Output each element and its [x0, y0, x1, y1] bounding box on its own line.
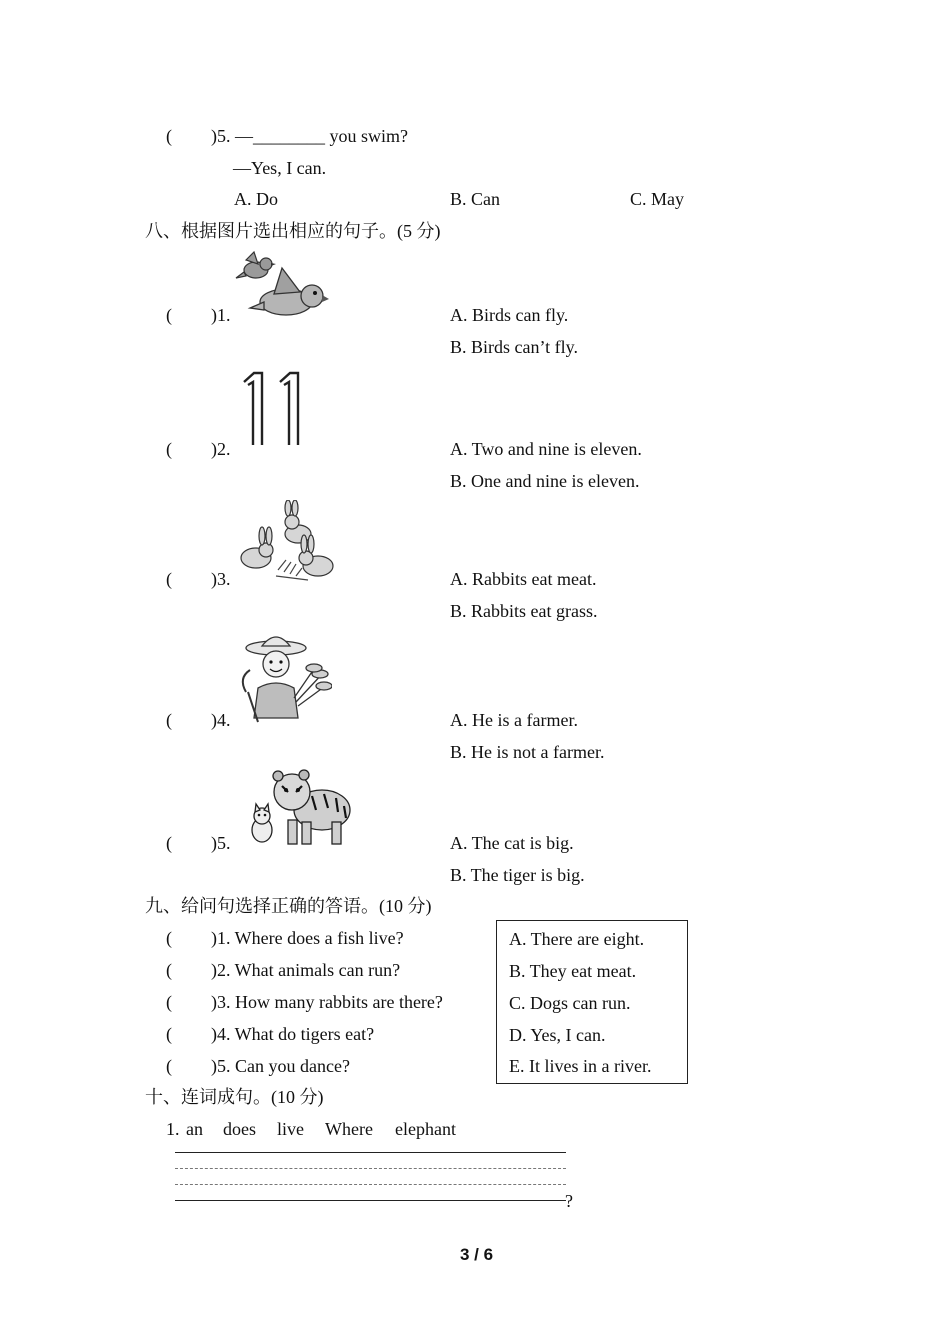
question-3: )3. How many rabbits are there? [211, 992, 443, 1012]
item-number: )1. [211, 305, 231, 325]
answer-paren-open[interactable]: ( [166, 710, 172, 730]
word-1: an [186, 1119, 203, 1139]
item-number: )3. [211, 569, 231, 589]
option-a: A. Do [234, 189, 278, 209]
answer-c: C. Dogs can run. [509, 993, 631, 1013]
answer-b: B. They eat meat. [509, 961, 637, 981]
question-2: )2. What animals can run? [211, 960, 401, 980]
answer-a: A. There are eight. [509, 929, 645, 949]
option-b: B. He is not a farmer. [450, 742, 605, 762]
item-number: )4. [211, 710, 231, 730]
item-number: )2. [211, 439, 231, 459]
writing-line-top[interactable] [175, 1152, 566, 1153]
option-c: C. May [630, 189, 684, 209]
farmer-picture [236, 632, 332, 724]
question-stem: )5. —________ you swim? [211, 126, 408, 146]
word-2: does [223, 1119, 256, 1139]
rabbits-picture [236, 500, 338, 584]
answer-d: D. Yes, I can. [509, 1025, 606, 1045]
question-5: )5. Can you dance? [211, 1056, 350, 1076]
tiger-and-cat-picture [240, 766, 356, 848]
section-10-title: 十、连词成句。(10 分) [145, 1087, 324, 1107]
option-a: A. Birds can fly. [450, 305, 569, 325]
writing-line-baseline[interactable] [175, 1200, 566, 1201]
answer-paren-open[interactable]: ( [166, 833, 172, 853]
section-9-title: 九、给问句选择正确的答语。(10 分) [145, 896, 432, 916]
option-b: B. One and nine is eleven. [450, 471, 640, 491]
answer-paren-open[interactable]: ( [166, 439, 172, 459]
word-3: live [277, 1119, 304, 1139]
answer-paren-open[interactable]: ( [166, 569, 172, 589]
answer-paren-open[interactable]: ( [166, 928, 172, 948]
answer-e: E. It lives in a river. [509, 1056, 652, 1076]
question-1: )1. Where does a fish live? [211, 928, 404, 948]
option-b: B. Rabbits eat grass. [450, 601, 598, 621]
option-a: A. Rabbits eat meat. [450, 569, 597, 589]
word-4: Where [325, 1119, 373, 1139]
question-4: )4. What do tigers eat? [211, 1024, 375, 1044]
birds-picture [234, 250, 330, 324]
option-a: A. He is a farmer. [450, 710, 578, 730]
answer-paren-open[interactable]: ( [166, 960, 172, 980]
end-question-mark: ? [565, 1191, 573, 1211]
question-reply: —Yes, I can. [233, 158, 327, 178]
answer-paren-open[interactable]: ( [166, 126, 172, 146]
option-b: B. Can [450, 189, 501, 209]
writing-line-dashed-lower[interactable] [175, 1184, 566, 1185]
item-number: )5. [211, 833, 231, 853]
section-8-title: 八、根据图片选出相应的句子。(5 分) [145, 221, 441, 241]
item-number: 1. [166, 1119, 180, 1139]
option-b: B. Birds can’t fly. [450, 337, 578, 357]
word-5: elephant [395, 1119, 456, 1139]
option-b: B. The tiger is big. [450, 865, 585, 885]
page-number: 3 / 6 [460, 1245, 494, 1264]
number-eleven-picture [240, 370, 315, 448]
option-a: A. Two and nine is eleven. [450, 439, 642, 459]
answer-paren-open[interactable]: ( [166, 1056, 172, 1076]
answer-paren-open[interactable]: ( [166, 305, 172, 325]
answer-paren-open[interactable]: ( [166, 1024, 172, 1044]
answer-paren-open[interactable]: ( [166, 992, 172, 1012]
writing-line-dashed-upper[interactable] [175, 1168, 566, 1169]
option-a: A. The cat is big. [450, 833, 574, 853]
